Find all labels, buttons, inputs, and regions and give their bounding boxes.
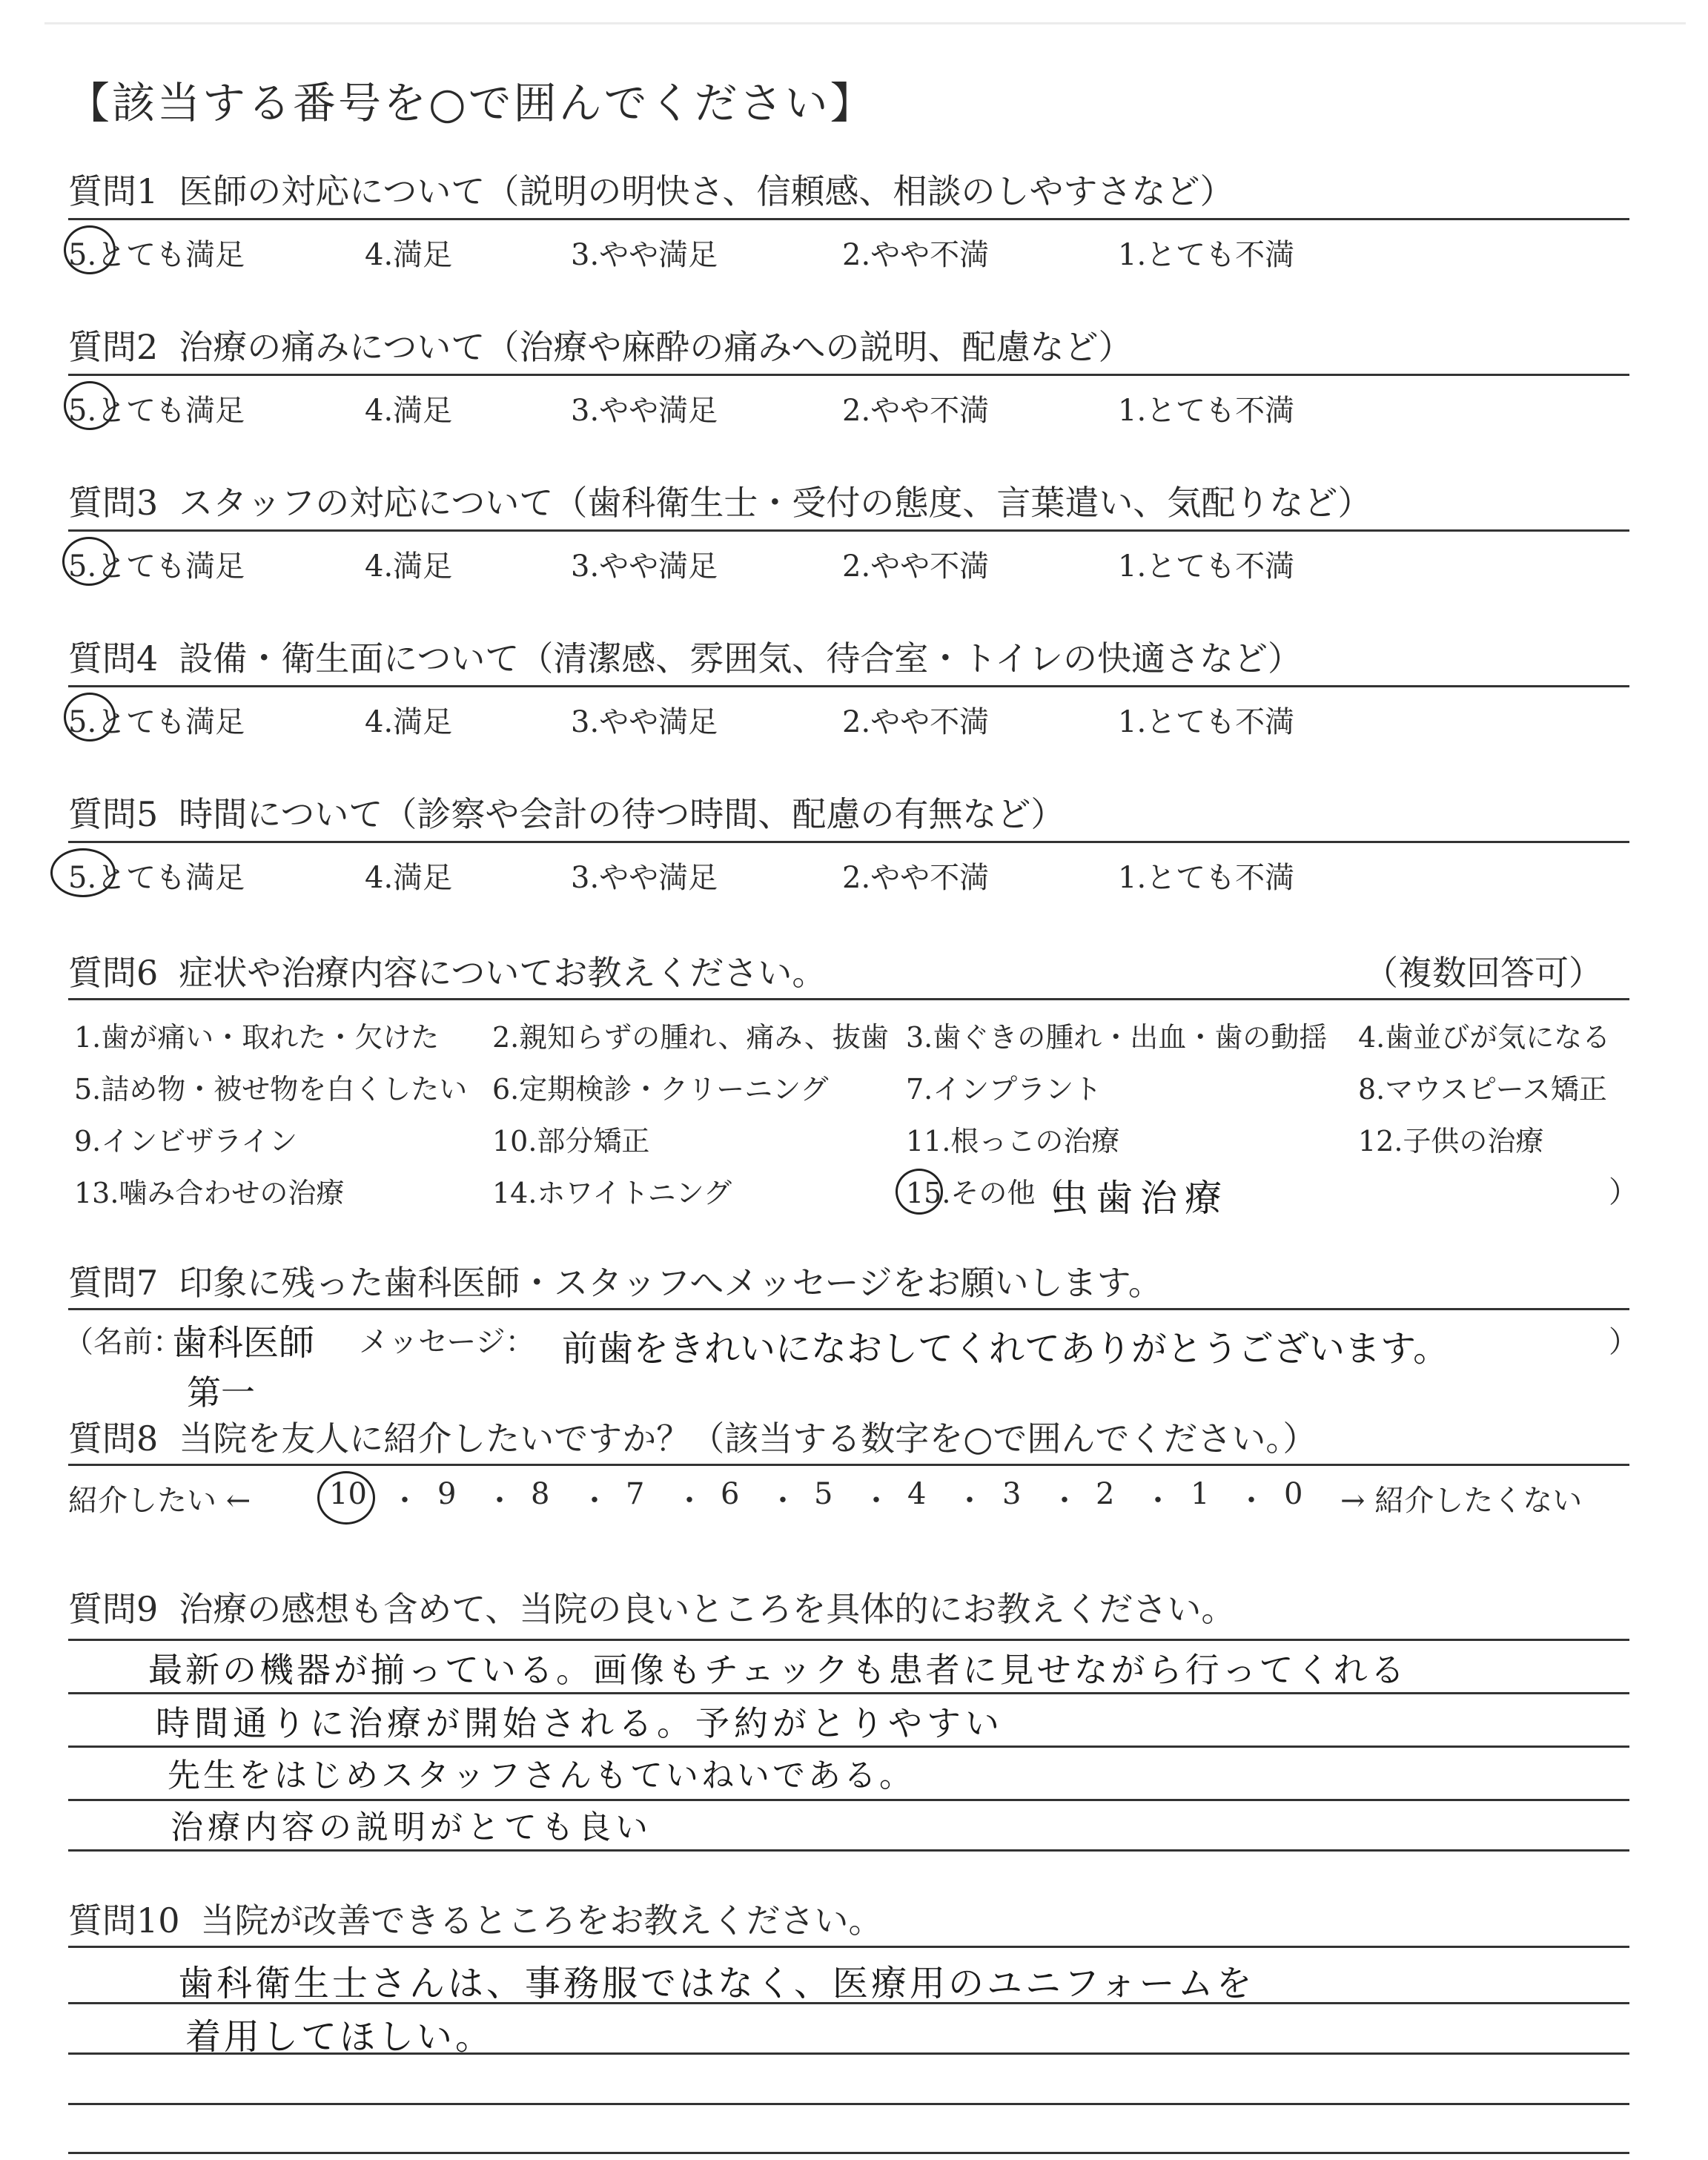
question-text: 当院が改善できるところをお教えください。 — [200, 1900, 883, 1941]
question-text: スタッフの対応について（歯科衛生士・受付の態度、言葉遣い、気配りなど） — [179, 483, 1372, 523]
question-text: 当院を友人に紹介したいですか？（該当する数字を○で囲んでください。） — [179, 1418, 1317, 1459]
answer-line — [68, 1946, 1629, 1948]
question-5-heading — [68, 787, 1065, 836]
symptom-option-13[interactable]: 13.噛み合わせの治療 — [74, 1177, 345, 1209]
question-text: 治療の痛みについて（治療や麻酔の痛みへの説明、配慮など） — [179, 327, 1133, 367]
answer-line — [68, 2103, 1629, 2105]
rating-option-4[interactable]: 4.満足 — [365, 861, 453, 895]
good-points-answer-line-1: 最新の機器が揃っている。画像もチェックも患者に見せながら行ってくれる — [148, 1650, 1408, 1690]
rating-option-4[interactable]: 4.満足 — [365, 549, 453, 584]
symptom-option-12[interactable]: 12.子供の治療 — [1358, 1125, 1544, 1157]
recommend-label: 紹介したい ← — [68, 1484, 251, 1518]
rating-option-5[interactable]: 5.とても満足 — [68, 861, 245, 895]
question-number: 質問4 — [68, 638, 159, 678]
question-7-heading — [68, 1256, 1162, 1305]
question-number: 質問2 — [68, 327, 159, 367]
rating-option-1[interactable]: 1.とても不満 — [1118, 238, 1295, 272]
scale-1[interactable]: 1 — [1191, 1477, 1210, 1511]
rating-option-3[interactable]: 3.やや満足 — [571, 861, 718, 895]
rating-option-3[interactable]: 3.やや満足 — [571, 394, 718, 428]
message-label: メッセージ： — [359, 1325, 535, 1359]
rating-option-1[interactable]: 1.とても不満 — [1118, 549, 1295, 584]
question-number: 質問3 — [68, 483, 159, 523]
rating-option-4[interactable]: 4.満足 — [365, 238, 453, 272]
scale-dot: ・ — [1050, 1484, 1079, 1518]
scale-dot: ・ — [485, 1484, 514, 1518]
symptom-option-5[interactable]: 5.詰め物・被せ物を白くしたい — [74, 1073, 468, 1106]
rating-option-1[interactable]: 1.とても不満 — [1118, 394, 1295, 428]
scale-9[interactable]: 9 — [437, 1477, 457, 1511]
question-number: 質問8 — [68, 1418, 159, 1459]
scale-4[interactable]: 4 — [907, 1477, 927, 1511]
question-8-heading — [68, 1412, 1317, 1461]
divider — [68, 998, 1629, 1000]
question-number: 質問7 — [68, 1263, 159, 1303]
symptom-option-8[interactable]: 8.マウスピース矯正 — [1358, 1073, 1607, 1106]
rating-option-1[interactable]: 1.とても不満 — [1118, 861, 1295, 895]
scale-dot: ・ — [390, 1484, 420, 1518]
answer-line — [68, 2152, 1629, 2154]
scale-dot: ・ — [675, 1484, 704, 1518]
symptom-option-2[interactable]: 2.親知らずの腫れ、痛み、抜歯 — [492, 1021, 889, 1054]
top-border — [44, 22, 1686, 24]
symptom-option-15[interactable]: 15.その他（ — [906, 1177, 1064, 1209]
scale-0[interactable]: 0 — [1284, 1477, 1303, 1511]
question-1-heading — [68, 165, 1234, 214]
question-6-heading — [68, 946, 826, 995]
question-number: 質問6 — [68, 953, 159, 993]
rating-option-4[interactable]: 4.満足 — [365, 394, 453, 428]
rating-option-3[interactable]: 3.やや満足 — [571, 549, 718, 584]
question-text: 医師の対応について（説明の明快さ、信頼感、相談のしやすさなど） — [179, 171, 1234, 211]
page-title: 【該当する番号を○で囲んでください】 — [67, 78, 875, 128]
scale-dot: ・ — [861, 1484, 891, 1518]
symptom-option-11[interactable]: 11.根っこの治療 — [906, 1125, 1120, 1157]
symptom-option-3[interactable]: 3.歯ぐきの腫れ・出血・歯の動揺 — [906, 1021, 1328, 1054]
good-points-answer-line-2: 時間通りに治療が開始される。予約がとりやすい — [156, 1703, 1004, 1743]
question-text: 印象に残った歯科医師・スタッフへメッセージをお願いします。 — [179, 1263, 1162, 1303]
divider — [68, 1464, 1629, 1466]
name-answer-handwriting-2: 第一 — [187, 1373, 255, 1413]
good-points-answer-line-3: 先生をはじめスタッフさんもていねいである。 — [168, 1757, 915, 1794]
scale-dot: ・ — [955, 1484, 984, 1518]
answer-line — [68, 1692, 1629, 1694]
divider — [68, 685, 1629, 687]
scale-5[interactable]: 5 — [814, 1477, 833, 1511]
question-number: 質問9 — [68, 1589, 159, 1629]
question-4-heading — [68, 632, 1302, 681]
rating-option-2[interactable]: 2.やや不満 — [842, 238, 990, 272]
divider — [68, 218, 1629, 220]
scale-dot: ・ — [768, 1484, 798, 1518]
question-2-heading — [68, 320, 1132, 369]
symptom-option-1[interactable]: 1.歯が痛い・取れた・欠けた — [74, 1021, 440, 1054]
question-3-heading — [68, 476, 1371, 525]
rating-option-2[interactable]: 2.やや不満 — [842, 394, 990, 428]
question-number: 質問10 — [68, 1900, 180, 1941]
rating-option-4[interactable]: 4.満足 — [365, 705, 453, 739]
scale-6[interactable]: 6 — [721, 1477, 740, 1511]
question-text: 治療の感想も含めて、当院の良いところを具体的にお教えください。 — [179, 1589, 1236, 1629]
scale-dot: ・ — [580, 1484, 609, 1518]
rating-option-2[interactable]: 2.やや不満 — [842, 705, 990, 739]
question-text: 設備・衛生面について（清潔感、雰囲気、待合室・トイレの快適さなど） — [179, 638, 1302, 678]
scale-10[interactable]: 10 — [329, 1477, 367, 1511]
divider — [68, 841, 1629, 843]
rating-option-5[interactable]: 5.とても満足 — [68, 238, 245, 272]
question-number: 質問1 — [68, 171, 159, 211]
rating-option-1[interactable]: 1.とても不満 — [1118, 705, 1295, 739]
good-points-answer-line-4: 治療内容の説明がとても良い — [171, 1809, 652, 1846]
divider — [68, 374, 1629, 376]
symptom-option-7[interactable]: 7.インプラント — [906, 1073, 1102, 1106]
symptom-option-4[interactable]: 4.歯並びが気になる — [1358, 1021, 1611, 1054]
rating-option-2[interactable]: 2.やや不満 — [842, 861, 990, 895]
not-recommend-label: → 紹介したくない — [1340, 1484, 1583, 1518]
scale-7[interactable]: 7 — [626, 1477, 645, 1511]
divider — [68, 529, 1629, 532]
improvement-answer-line-2: 着用してほしい。 — [185, 2016, 494, 2058]
answer-line — [68, 1745, 1629, 1748]
scale-8[interactable]: 8 — [531, 1477, 550, 1511]
rating-option-5[interactable]: 5.とても満足 — [68, 394, 245, 428]
rating-option-2[interactable]: 2.やや不満 — [842, 549, 990, 584]
rating-option-3[interactable]: 3.やや満足 — [571, 705, 718, 739]
symptom-option-9[interactable]: 9.インビザライン — [74, 1125, 298, 1157]
rating-option-3[interactable]: 3.やや満足 — [571, 238, 718, 272]
answer-line — [68, 1849, 1629, 1852]
other-answer-handwriting: 虫歯治療 — [1051, 1177, 1229, 1220]
divider — [68, 1308, 1629, 1310]
symptom-option-10[interactable]: 10.部分矯正 — [492, 1125, 650, 1157]
scale-3[interactable]: 3 — [1002, 1477, 1022, 1511]
question-10-heading — [68, 1894, 883, 1943]
symptom-option-6[interactable]: 6.定期検診・クリーニング — [492, 1073, 829, 1106]
multiple-answer-note: （複数回答可） — [1364, 953, 1603, 993]
question-text: 症状や治療内容についてお教えください。 — [179, 953, 827, 993]
close-paren: ） — [1609, 1325, 1638, 1359]
name-answer-handwriting: 歯科医師 — [172, 1322, 315, 1364]
question-9-heading — [68, 1582, 1235, 1631]
rating-option-5[interactable]: 5.とても満足 — [68, 705, 245, 739]
scale-dot: ・ — [1143, 1484, 1173, 1518]
scale-2[interactable]: 2 — [1096, 1477, 1115, 1511]
improvement-answer-line-1: 歯科衛生士さんは、事務服ではなく、医療用のユニフォームを — [178, 1963, 1255, 2004]
question-number: 質問5 — [68, 794, 159, 834]
close-paren: ） — [1609, 1175, 1638, 1209]
question-text: 時間について（診察や会計の待つ時間、配慮の有無など） — [179, 794, 1065, 834]
answer-line — [68, 1639, 1629, 1641]
message-answer-handwriting: 前歯をきれいになおしてくれてありがとうございます。 — [562, 1328, 1449, 1370]
rating-option-5[interactable]: 5.とても満足 — [68, 549, 245, 584]
symptom-option-14[interactable]: 14.ホワイトニング — [492, 1177, 732, 1209]
scale-dot: ・ — [1237, 1484, 1266, 1518]
name-label: （名前： — [64, 1325, 182, 1359]
